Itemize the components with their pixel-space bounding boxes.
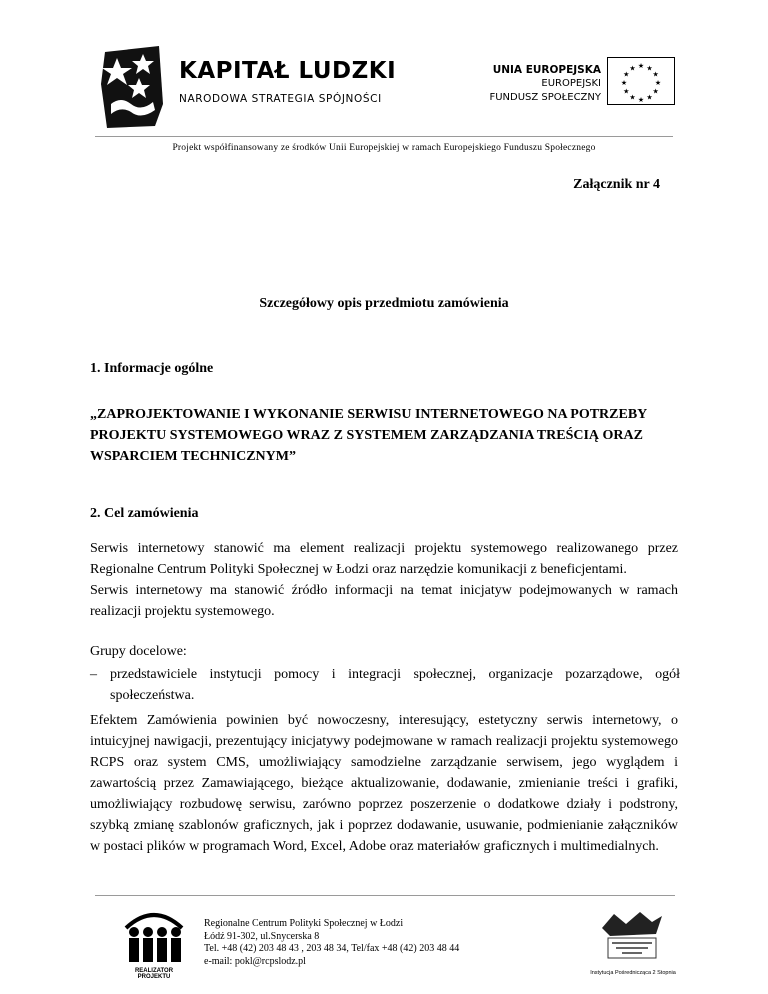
section-1-quote: „ZAPROJEKTOWANIE I WYKONANIE SERWISU INTERNETOWEGO NA POTRZEBY PROJEKTU SYSTEMOWEGO WRAZ Z SYSTEMEM ZARZĄDZANIA TREŚCIĄ ORAZ WSPARCIEM TECHNICZNYM” [90,407,647,464]
eu-flag-icon [607,57,675,105]
svg-text:★: ★ [637,62,645,70]
svg-text:★: ★ [652,87,659,96]
footer-address [204,918,459,968]
svg-text:★: ★ [620,79,628,87]
svg-text:★: ★ [637,96,645,104]
svg-text:★: ★ [652,70,659,79]
section-2-paragraph-2: Serwis internetowy ma stanowić źródło informacji na temat inicjatyw podejmowanych w ramach realizacji projektu systemowego. [90,583,678,619]
address-line-4: e-mail: pokl@rcpslodz.pl [204,955,306,967]
svg-text:★: ★ [629,64,636,73]
svg-text:★: ★ [646,64,653,73]
address-line-2: Łódź 91-302, ul.Snycerska 8 [204,930,320,942]
wup-logo-icon [590,906,676,966]
target-groups-item-text: przedstawiciele instytucji pomocy i integracji społecznej, organizacje pozarządowe, ogół społeczeństwa. [110,667,680,703]
realizator-logo [118,902,190,978]
wup-caption: Instytucja Pośrednicząca 2 Stopnia [590,970,676,976]
address-line-1: Regionalne Centrum Polityki Społecznej w Łodzi [204,918,404,929]
section-2-heading: 2. Cel zamówienia [90,506,199,521]
svg-text:★: ★ [646,93,653,102]
cofinance-note: Projekt współfinansowany ze środków Unii Europejskiej w ramach Europejskiego Funduszu Społecznego [172,143,596,153]
target-groups-list-item [90,664,680,706]
svg-text:★: ★ [629,93,636,102]
eu-label-line2: EUROPEJSKI [541,78,601,89]
header-divider [95,136,673,137]
logo-title: KAPITAŁ LUDZKI [179,58,397,84]
page-header [95,40,675,158]
kapital-ludzki-logo-icon [97,44,169,132]
effect-paragraph: Efektem Zamówienia powinien być nowoczesny, interesujący, estetyczny serwis internetowy, o intuicyjnej nawigacji, prezentujący inicjatywy podejmowane w ramach realizacji projektu systemowego RCPS oraz system CMS, umożliwiający samodzielne zarządzanie serwisem, jego wyglądem i zawartością przez Zamawiającego, bieżące aktualizowanie, dodawanie, zmienianie treści i grafiki, umożliwiający rozbudowę serwisu, zarówno poprzez poszerzenie o dodatkowe działy i podstrony, szybką zmianę szablonów graficznych, jak i poprzez dodawanie, usuwanie, podmienianie załączników w postaci plików w programach Word, Excel, Adobe oraz materiałów graficznych i multimedialnych. [90,713,678,854]
svg-text:★: ★ [654,79,662,87]
section-1-heading: 1. Informacje ogólne [90,361,214,376]
realizator-logo-icon [118,902,190,968]
svg-text:★: ★ [623,70,630,79]
svg-text:★: ★ [623,87,630,96]
address-line-3: Tel. +48 (42) 203 48 43 , 203 48 34, Tel/fax +48 (42) 203 48 44 [204,943,460,954]
wup-logo [590,906,676,980]
target-groups-label: Grupy docelowe: [90,644,187,659]
eu-label [463,63,601,105]
eu-label-line1: UNIA EUROPEJSKA [492,64,601,76]
section-2-paragraph-1: Serwis internetowy stanowić ma element realizacji projektu systemowego realizowanego przez Regionalne Centrum Polityki Społecznej w Łodzi oraz narzędzie komunikacji z beneficjentami. [90,541,678,577]
document-title: Szczegółowy opis przedmiotu zamówienia [259,296,509,311]
section-2-body [90,538,678,622]
eu-label-line3: FUNDUSZ SPOŁECZNY [489,92,601,103]
annex-label: Załącznik nr 4 [573,177,660,192]
bullet-dash-icon: – [90,667,97,682]
logo-subtitle: NARODOWA STRATEGIA SPÓJNOŚCI [179,93,382,105]
realizator-caption: REALIZATOR PROJEKTU [134,968,174,980]
footer-divider [95,895,675,896]
